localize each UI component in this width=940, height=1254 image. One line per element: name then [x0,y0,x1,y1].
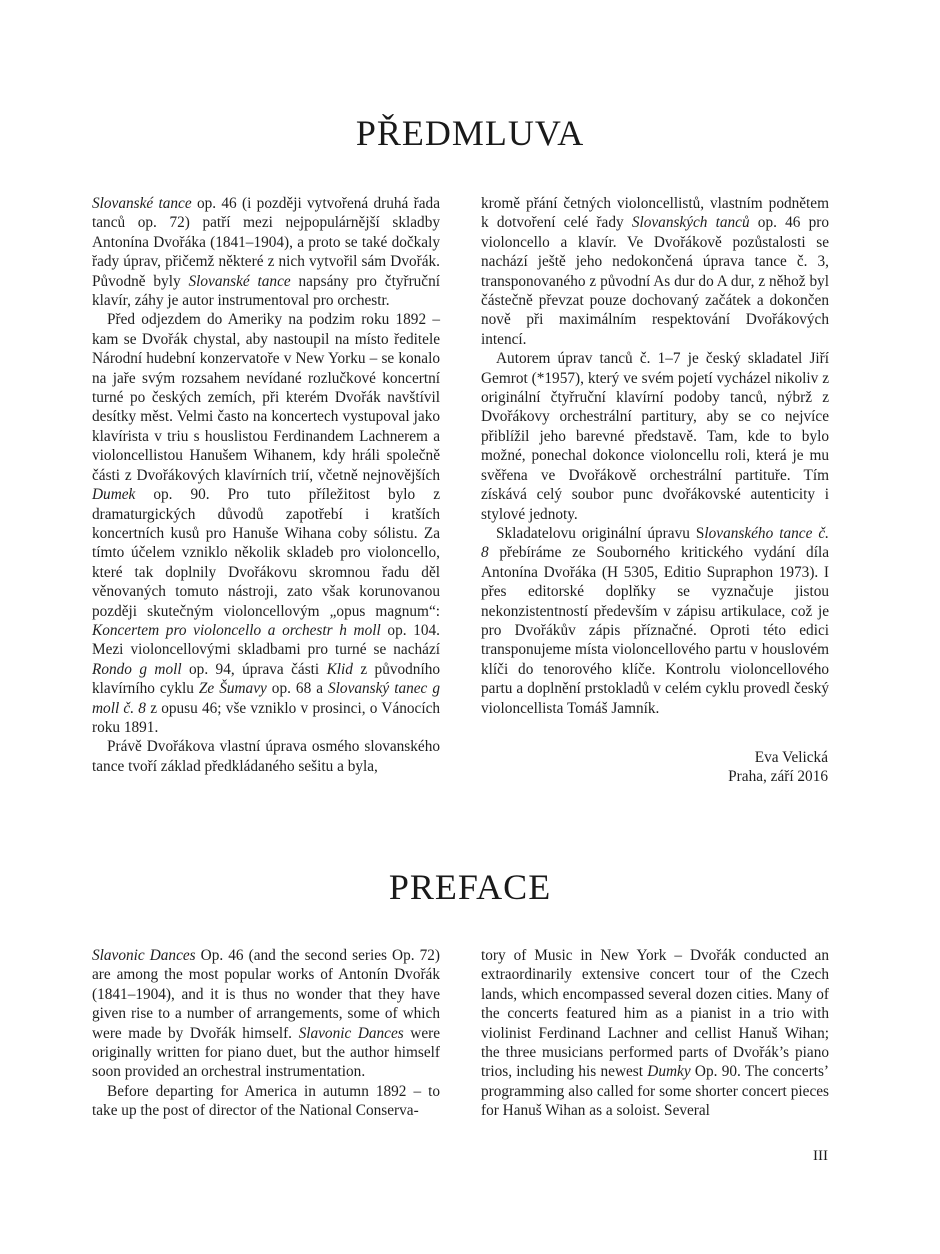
english-column-right [481,946,829,1121]
czech-paragraph: Slovanské tance op. 46 (i později vytvořená druhá řada tanců op. 72) patří mezi nejpopulárnější skladby Antonína Dvořáka (1841–1904), a proto se také dočkaly řady úprav, přičemž některé z nich vytvořil sám Dvořák. Původně byly Slovanské tance napsány pro čtyřruční klavír, záhy je autor instrumentoval pro orchestr. [92,195,440,310]
czech-paragraph: Skladatelovu originální úpravu Slovanského tance č. 8 přebíráme ze Souborného kritického vydání díla Antonína Dvořáka (H 5305, Editio Supraphon 1973). I přes editorské doplňky se vyznačuje jistou nekonzistentností především v zápisu artikulace, což je pro Dvořákův zápis příznačné. Oproti této edici transponujeme místa violoncellového partu v houslovém klíči do tenorového klíče. Kontrolu violoncellového partu a doplnění prstokladů v celém cyklu provedl český violoncellista Tomáš Jamník. [481,524,830,717]
english-paragraph: Before departing for America in autumn 1892 – to take up the post of director of the National Conserva- [92,1082,440,1120]
page-number: III [813,1148,828,1164]
czech-paragraph: Autorem úprav tanců č. 1–7 je český skladatel Jiří Gemrot (*1957), který ve svém pojetí vycházel nikoliv z originální čtyřruční klavírní podoby tanců, nýbrž z Dvořákovy orchestrální partitury, aby se co nejvíce přiblížil jeho barevné představě. Tam, kde to bylo možné, ponechal dokonce violoncellu roli, která je mu svěřena ve Dvořákově orchestrální partituře. Tím získává celý soubor punc dvořákovské autenticity i stylové jednoty. [481,350,829,523]
signature-block [728,748,828,787]
czech-preface-title: PŘEDMLUVA [355,113,585,153]
czech-paragraph: kromě přání četných violoncellistů, vlastním podnětem k dotvoření celé řady Slovanských tanců op. 46 pro violoncello a klavír. Ve Dvořákově pozůstalosti se nachází ještě jeho nedokončená úprava tance č. 3, transponovaného z původní As dur do A dur, z něhož byl částečně převzat pouze dochovaný začátek a dokončen nově při maximálním respektování Dvořákových intencí. [481,195,829,348]
czech-paragraph: Před odjezdem do Ameriky na podzim roku 1892 – kam se Dvořák chystal, aby nastoupil na místo ředitele Národní hudební konzervatoře v New Yorku – se konalo na jaře svým rozsahem nevídané rozlučkové koncertní turné po českých zemích, při kterém Dvořák navštívil desítky měst. Velmi často na koncertech vystupoval jako klavírista v triu s houslistou Ferdinandem Lachnerem a violoncellistou Hanušem Wihanem, kdy hráli společně části z Dvořákových klavírních trií, včetně nejnovějších Dumek op. 90. Pro tuto příležitost bylo z dramaturgických důvodů zapotřebí i kratších koncertních kusů pro Hanuše Wihana coby sólistu. Za tímto účelem vzniklo několik skladeb pro violoncello, které tak doplnily Dvořákovu skromnou řadu děl věnovaných tomuto nástroji, zato však korunovanou později skutečným violoncellovým „opus magnum“: Koncertem pro violoncello a orchestr h moll op. 104. Mezi violoncellovými skladbami pro turné se nachází Rondo g moll op. 94, úprava části Klid z původního klavírního cyklu Ze Šumavy op. 68 a Slovanský tanec g moll č. 8 z opusu 46; vše vzniklo v prosinci, o Vánocích roku 1891. [92,311,441,736]
english-paragraph: Slavonic Dances Op. 46 (and the second series Op. 72) are among the most popular works of Antonín Dvořák (1841–1904), and it is thus no wonder that they have given rise to a number of arrangements, some of which were made by Dvořák himself. Slavonic Dances were originally written for piano duet, but the author himself soon provided an orchestral instrumentation. [92,947,440,1081]
english-column-left [92,946,440,1121]
signature-name: Eva Velická [754,749,828,766]
czech-column-left [92,194,440,776]
english-paragraph: tory of Music in New York – Dvořák conducted an extraordinarily extensive concert tour of the Czech lands, which encompassed several dozen cities. Many of the concerts featured him as a pianist in a trio with violinist Ferdinand Lachner and cellist Hanuš Wihan; the three musicians performed parts of Dvořák’s piano trios, including his newest Dumky Op. 90. The concerts’ programming also called for some shorter concert pieces for Hanuš Wihan as a soloist. Several [481,947,829,1120]
signature-place-date: Praha, září 2016 [728,768,828,786]
czech-column-right [481,194,829,718]
czech-paragraph: Právě Dvořákova vlastní úprava osmého slovanského tance tvoří základ předkládaného sešitu a byla, [92,738,440,775]
english-preface-title: PREFACE [388,867,552,907]
